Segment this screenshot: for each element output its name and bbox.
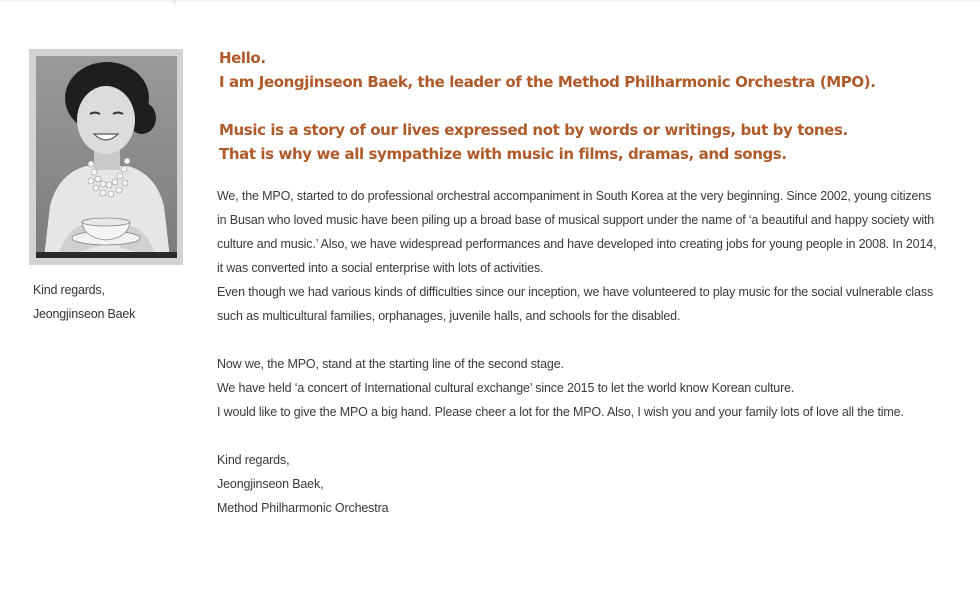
body-line: I would like to give the MPO a big hand. Please cheer a lot for the MPO. Also, I wish you and your family lots of love all the time. [217, 405, 904, 419]
signature-name: Jeongjinseon Baek, [217, 477, 324, 491]
caption-closing: Kind regards, [33, 283, 105, 297]
body-line: Even though we had various kinds of difficulties since our inception, we have volunteered to play music for the social vulnerable class [217, 285, 934, 299]
signature-closing: Kind regards, [217, 453, 290, 467]
greeting-headline [219, 46, 977, 166]
leader-photo-frame [29, 49, 183, 265]
greeting-body [217, 184, 977, 520]
body-line: Now we, the MPO, stand at the starting line of the second stage. [217, 357, 564, 371]
body-line: in Busan who loved music have been piling up a broad base of musical support under the name of ‘a beautiful and happy society with [217, 213, 935, 227]
leader-photo [36, 56, 177, 258]
body-line: We have held ‘a concert of International cultural exchange’ since 2015 to let the world know Korean culture. [217, 381, 795, 395]
body-line: We, the MPO, started to do professional orchestral accompaniment in South Korea at the very beginning. Since 2002, young citizens [217, 189, 932, 203]
body-line: culture and music.’ Also, we have widespread performances and have developed into creating jobs for young people in 2008. In 2014, [217, 237, 937, 251]
top-divider [0, 0, 980, 2]
top-divider-tick [174, 0, 175, 3]
body-line: it was converted into a social enterprise with lots of activities. [217, 261, 544, 275]
paragraph-gap [217, 328, 977, 352]
body-line: such as multicultural families, orphanages, juvenile halls, and schools for the disabled. [217, 309, 681, 323]
signature-organization: Method Philharmonic Orchestra [217, 501, 389, 515]
headline-sympathize: That is why we all sympathize with music in films, dramas, and songs. [219, 145, 787, 163]
headline-hello: Hello. [219, 49, 266, 67]
photo-caption [33, 278, 193, 326]
headline-intro: I am Jeongjinseon Baek, the leader of the Method Philharmonic Orchestra (MPO). [219, 73, 876, 91]
caption-name: Jeongjinseon Baek [33, 307, 136, 321]
greeting-content [217, 46, 977, 520]
headline-music: Music is a story of our lives expressed not by words or writings, but by tones. [219, 121, 848, 139]
leader-portrait-image [36, 56, 177, 258]
paragraph-gap [217, 424, 977, 448]
